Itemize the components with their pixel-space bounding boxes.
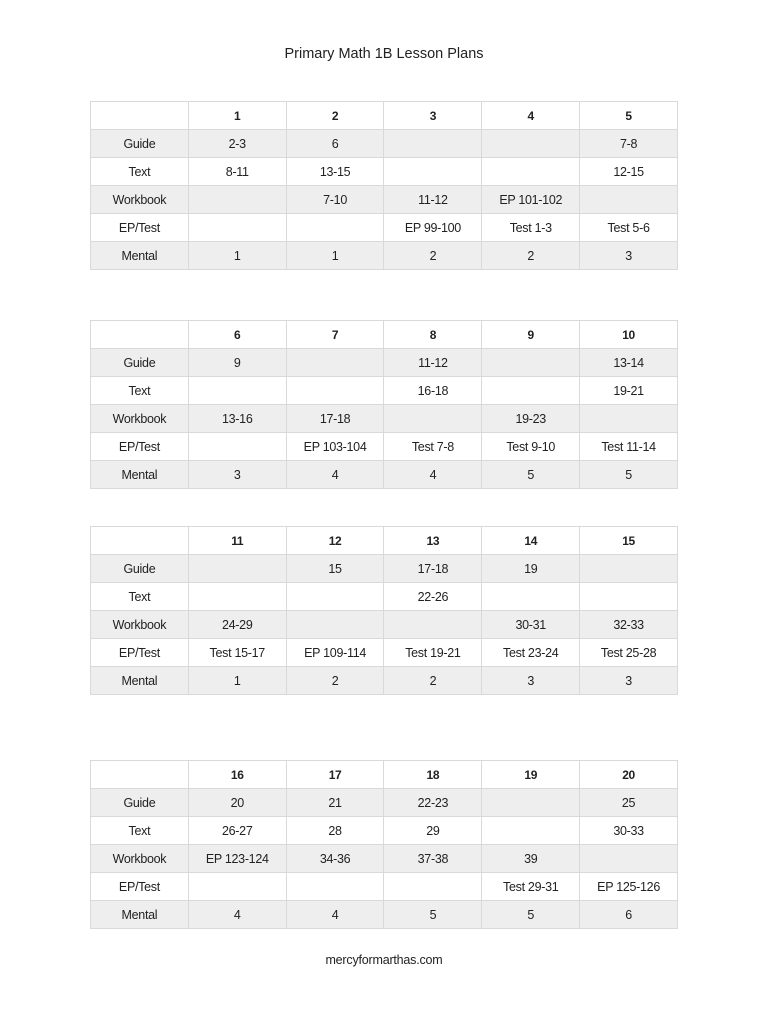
table-cell: EP 101-102 [482, 186, 580, 214]
table-cell: 13-16 [188, 405, 286, 433]
table-cell [482, 130, 580, 158]
header-cell: 16 [188, 761, 286, 789]
table-row [91, 817, 678, 845]
row-label: EP/Test [91, 214, 189, 242]
lesson-table-4 [90, 760, 678, 929]
table-cell [482, 349, 580, 377]
header-cell: 6 [188, 321, 286, 349]
table-row [91, 186, 678, 214]
table-row [91, 583, 678, 611]
table-cell: EP 125-126 [580, 873, 678, 901]
table-cell [384, 158, 482, 186]
table-cell: 25 [580, 789, 678, 817]
table-cell [580, 186, 678, 214]
row-label: Mental [91, 242, 189, 270]
table-cell: 15 [286, 555, 384, 583]
table-cell: 12-15 [580, 158, 678, 186]
row-label: Guide [91, 555, 189, 583]
table-cell: 4 [188, 901, 286, 929]
header-cell: 10 [580, 321, 678, 349]
table-cell: Test 15-17 [188, 639, 286, 667]
table-cell: Test 11-14 [580, 433, 678, 461]
table-cell [286, 583, 384, 611]
row-label: Text [91, 377, 189, 405]
table-cell [384, 611, 482, 639]
table-cell: EP 103-104 [286, 433, 384, 461]
table-cell [580, 845, 678, 873]
table-row [91, 639, 678, 667]
table-cell: 19-21 [580, 377, 678, 405]
row-label: EP/Test [91, 639, 189, 667]
table-cell: Test 5-6 [580, 214, 678, 242]
table-row [91, 845, 678, 873]
row-label: Workbook [91, 405, 189, 433]
table-row [91, 349, 678, 377]
table-cell [286, 873, 384, 901]
header-cell: 2 [286, 102, 384, 130]
table-cell: 7-10 [286, 186, 384, 214]
header-cell [91, 761, 189, 789]
table-cell: 2 [384, 667, 482, 695]
table-cell: 19-23 [482, 405, 580, 433]
header-cell: 7 [286, 321, 384, 349]
row-label: Guide [91, 349, 189, 377]
table-cell [580, 405, 678, 433]
table-cell: 30-33 [580, 817, 678, 845]
table-cell: 24-29 [188, 611, 286, 639]
header-cell: 20 [580, 761, 678, 789]
table-row [91, 901, 678, 929]
table-cell: 5 [580, 461, 678, 489]
table-cell: 1 [188, 242, 286, 270]
table-row [91, 130, 678, 158]
table-cell: 29 [384, 817, 482, 845]
table-cell: 2 [482, 242, 580, 270]
table-cell [188, 433, 286, 461]
table-cell [286, 611, 384, 639]
table-row [91, 433, 678, 461]
table-cell: 2 [384, 242, 482, 270]
header-cell: 9 [482, 321, 580, 349]
table-cell: 30-31 [482, 611, 580, 639]
table-cell [286, 214, 384, 242]
table-cell: 34-36 [286, 845, 384, 873]
table-cell: 13-14 [580, 349, 678, 377]
table-cell [482, 817, 580, 845]
lesson-table-2 [90, 320, 678, 489]
lesson-table-3 [90, 526, 678, 695]
row-label: Workbook [91, 186, 189, 214]
table-cell [286, 349, 384, 377]
table-cell: 8-11 [188, 158, 286, 186]
page-title: Primary Math 1B Lesson Plans [284, 46, 484, 62]
table-row [91, 242, 678, 270]
table-row [91, 405, 678, 433]
table-cell: 32-33 [580, 611, 678, 639]
table-cell: 4 [286, 901, 384, 929]
table-cell: 13-15 [286, 158, 384, 186]
table-row [91, 214, 678, 242]
table-cell: 2 [286, 667, 384, 695]
table-cell [580, 555, 678, 583]
header-cell: 13 [384, 527, 482, 555]
table-cell [286, 377, 384, 405]
table-cell: 22-23 [384, 789, 482, 817]
table-header-row [91, 761, 678, 789]
table-cell: EP 109-114 [286, 639, 384, 667]
table-cell: 28 [286, 817, 384, 845]
row-label: Workbook [91, 611, 189, 639]
header-cell: 1 [188, 102, 286, 130]
table-cell: 6 [286, 130, 384, 158]
header-cell: 4 [482, 102, 580, 130]
row-label: Text [91, 817, 189, 845]
table-cell: 2-3 [188, 130, 286, 158]
table-cell: 5 [482, 901, 580, 929]
table-cell [188, 555, 286, 583]
table-cell: 7-8 [580, 130, 678, 158]
table-cell [188, 873, 286, 901]
row-label: EP/Test [91, 433, 189, 461]
header-cell: 5 [580, 102, 678, 130]
header-cell: 11 [188, 527, 286, 555]
table-cell: 19 [482, 555, 580, 583]
table-cell: 3 [580, 242, 678, 270]
row-label: Mental [91, 461, 189, 489]
row-label: Text [91, 158, 189, 186]
table-cell [482, 789, 580, 817]
table-cell [482, 158, 580, 186]
header-cell [91, 321, 189, 349]
header-cell: 3 [384, 102, 482, 130]
table-header-row [91, 102, 678, 130]
table-cell [188, 214, 286, 242]
header-cell: 8 [384, 321, 482, 349]
table-cell: Test 1-3 [482, 214, 580, 242]
table-cell: 9 [188, 349, 286, 377]
table-cell: 1 [286, 242, 384, 270]
row-label: Mental [91, 667, 189, 695]
table-row [91, 873, 678, 901]
table-cell: 16-18 [384, 377, 482, 405]
table-cell: 6 [580, 901, 678, 929]
header-cell [91, 102, 189, 130]
header-cell: 12 [286, 527, 384, 555]
table-cell [580, 583, 678, 611]
table-cell [384, 130, 482, 158]
table-header-row [91, 321, 678, 349]
table-cell: 3 [580, 667, 678, 695]
table-cell [482, 583, 580, 611]
table-cell [384, 873, 482, 901]
header-cell: 17 [286, 761, 384, 789]
table-cell: Test 25-28 [580, 639, 678, 667]
header-cell: 18 [384, 761, 482, 789]
table-cell: 22-26 [384, 583, 482, 611]
header-cell: 19 [482, 761, 580, 789]
table-cell: 21 [286, 789, 384, 817]
table-row [91, 611, 678, 639]
table-cell: 11-12 [384, 186, 482, 214]
header-cell: 15 [580, 527, 678, 555]
table-row [91, 461, 678, 489]
footer-website: mercyformarthas.com [325, 953, 443, 967]
table-cell [188, 583, 286, 611]
table-cell: 20 [188, 789, 286, 817]
table-cell: 1 [188, 667, 286, 695]
table-header-row [91, 527, 678, 555]
table-cell: 3 [482, 667, 580, 695]
table-row [91, 555, 678, 583]
table-cell: 4 [286, 461, 384, 489]
row-label: EP/Test [91, 873, 189, 901]
table-cell [384, 405, 482, 433]
table-cell: 26-27 [188, 817, 286, 845]
table-cell: 17-18 [384, 555, 482, 583]
table-cell: 5 [482, 461, 580, 489]
row-label: Text [91, 583, 189, 611]
table-cell: 4 [384, 461, 482, 489]
table-cell: 11-12 [384, 349, 482, 377]
table-row [91, 789, 678, 817]
table-cell: 37-38 [384, 845, 482, 873]
table-cell: Test 9-10 [482, 433, 580, 461]
table-cell [188, 186, 286, 214]
table-cell: Test 19-21 [384, 639, 482, 667]
table-row [91, 667, 678, 695]
table-cell [482, 377, 580, 405]
table-cell: Test 23-24 [482, 639, 580, 667]
row-label: Mental [91, 901, 189, 929]
table-cell: 5 [384, 901, 482, 929]
row-label: Workbook [91, 845, 189, 873]
table-cell: 39 [482, 845, 580, 873]
table-cell [188, 377, 286, 405]
header-cell [91, 527, 189, 555]
table-row [91, 377, 678, 405]
table-row [91, 158, 678, 186]
row-label: Guide [91, 130, 189, 158]
lesson-table-1 [90, 101, 678, 270]
header-cell: 14 [482, 527, 580, 555]
table-cell: Test 29-31 [482, 873, 580, 901]
table-cell: 17-18 [286, 405, 384, 433]
table-cell: EP 99-100 [384, 214, 482, 242]
table-cell: Test 7-8 [384, 433, 482, 461]
row-label: Guide [91, 789, 189, 817]
table-cell: 3 [188, 461, 286, 489]
table-cell: EP 123-124 [188, 845, 286, 873]
